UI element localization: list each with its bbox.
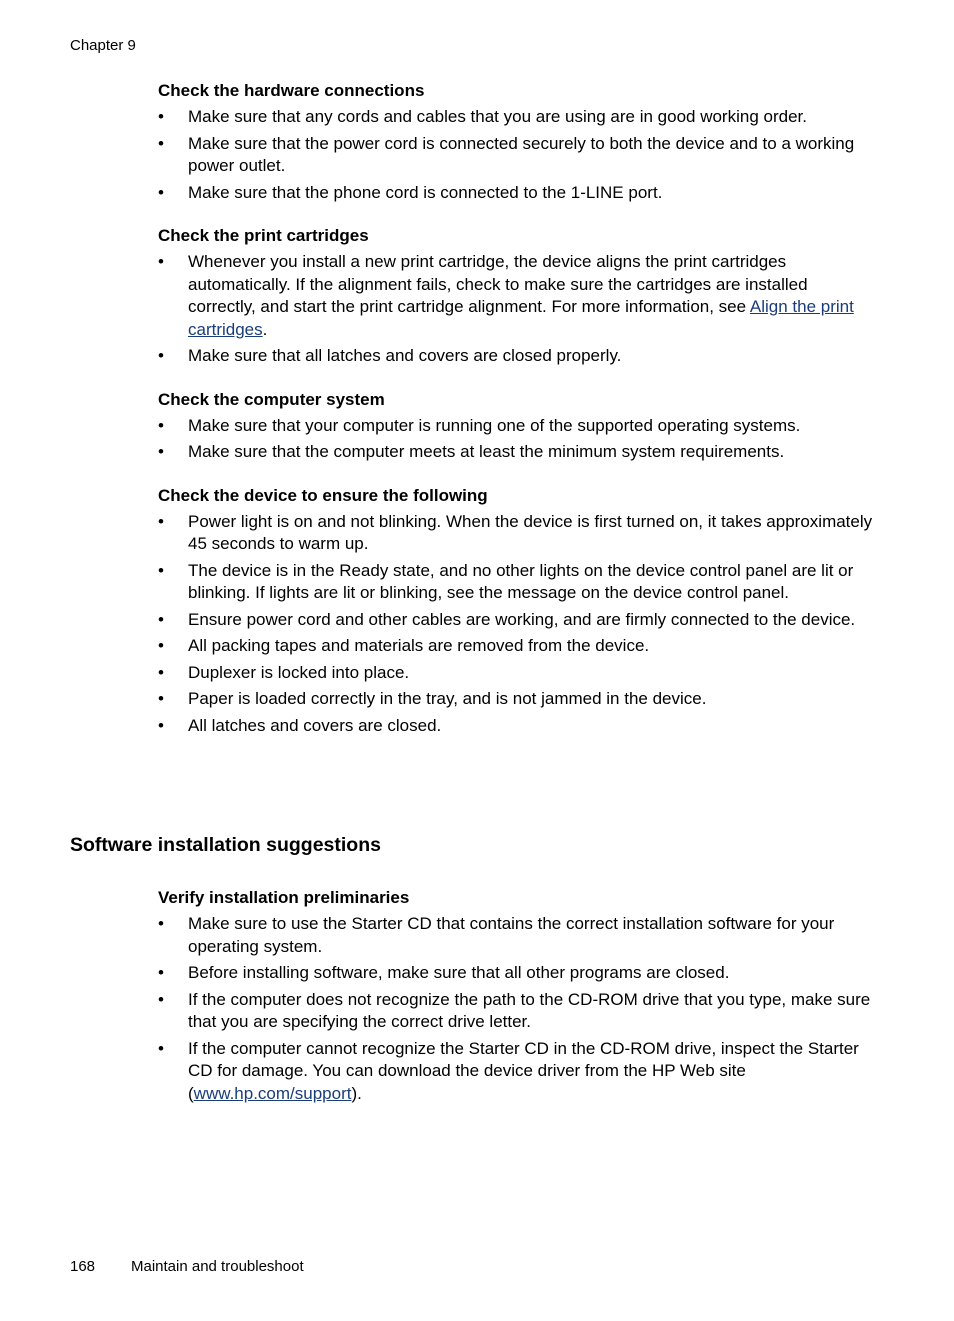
- bullet-list: [158, 415, 878, 464]
- page-number: 168: [70, 1258, 96, 1275]
- list-item-text: ).: [351, 1083, 362, 1103]
- list-item: [158, 251, 878, 341]
- list-item: • Make sure to use the Starter CD that contains the correct installation software for your operating system.: [158, 913, 878, 958]
- list-item: • Make sure that any cords and cables that you are using are in good working order.: [158, 106, 878, 129]
- list-item: • Make sure that all latches and covers are closed properly.: [158, 345, 878, 368]
- list-item-text: If the computer cannot recognize the Starter CD in the CD-ROM drive, inspect the Starter CD for damage. You can download the device driver from the HP Web site (: [188, 1038, 859, 1103]
- list-item: • Make sure that the computer meets at least the minimum system requirements.: [158, 441, 878, 464]
- section-heading: Check the device to ensure the following: [158, 485, 488, 505]
- section-print-cartridges: [158, 225, 878, 368]
- bullet-list: [158, 251, 878, 368]
- list-item: • Make sure that the phone cord is connected to the 1-LINE port.: [158, 182, 878, 205]
- list-item: • Make sure that the power cord is connected securely to both the device and to a working power outlet.: [158, 133, 878, 178]
- list-item-text: Whenever you install a new print cartridge, the device aligns the print cartridges automatically. If the alignment fails, check to make sure the cartridges are installed correctly, and start the print cartridge alignment. For more information, see: [188, 252, 808, 316]
- section-heading: Verify installation preliminaries: [158, 888, 410, 907]
- section-heading: Check the computer system: [158, 389, 385, 409]
- list-item: • Power light is on and not blinking. When the device is first turned on, it takes approximately 45 seconds to warm up.: [158, 511, 878, 556]
- section-device-check: [158, 485, 878, 738]
- bullet-list: [158, 511, 878, 738]
- hp-support-link[interactable]: www.hp.com/support: [193, 1083, 352, 1103]
- list-item: • Paper is loaded correctly in the tray, and is not jammed in the device.: [158, 688, 878, 711]
- bullet-list: [158, 106, 878, 204]
- section-hardware-connections: [158, 80, 878, 204]
- list-item-text: .: [262, 319, 268, 339]
- section-computer-system: [158, 389, 878, 464]
- list-item: • Duplexer is locked into place.: [158, 662, 878, 685]
- align-cartridges-link[interactable]: Align the print cartridges: [188, 297, 854, 339]
- list-item: • All latches and covers are closed.: [158, 715, 878, 738]
- section-heading: Check the hardware connections: [158, 81, 425, 100]
- list-item: • Ensure power cord and other cables are working, and are firmly connected to the device.: [158, 609, 878, 632]
- list-item: • If the computer does not recognize the path to the CD-ROM drive that you type, make sure that you are specifying the correct drive letter.: [158, 989, 878, 1034]
- list-item: • Make sure that your computer is running one of the supported operating systems.: [158, 415, 878, 438]
- troubleshooting-checklist: [158, 80, 878, 758]
- list-item: • Before installing software, make sure that all other programs are closed.: [158, 962, 878, 985]
- software-section: [158, 887, 878, 1109]
- list-item: • The device is in the Ready state, and no other lights on the device control panel are lit or blinking. If lights are lit or blinking, see the message on the device control panel.: [158, 560, 878, 605]
- chapter-label: Chapter 9: [70, 37, 136, 54]
- list-item: • All packing tapes and materials are removed from the device.: [158, 635, 878, 658]
- footer-title: Maintain and troubleshoot: [131, 1258, 304, 1275]
- section-heading: Check the print cartridges: [158, 226, 369, 245]
- list-item: [158, 1038, 878, 1106]
- software-section-heading: Software installation suggestions: [70, 834, 381, 856]
- bullet-list: [158, 913, 878, 1105]
